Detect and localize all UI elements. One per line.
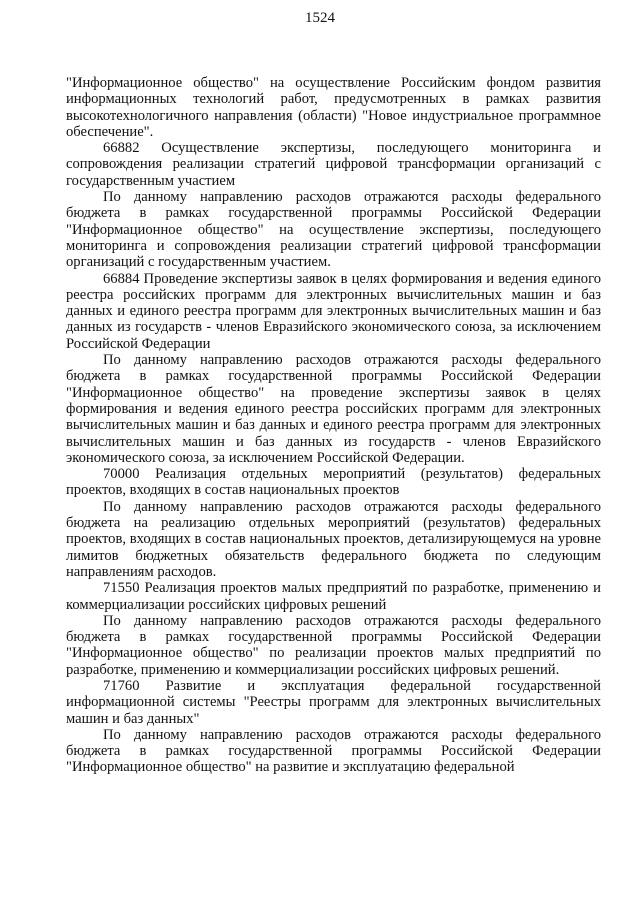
paragraph-66884-description: По данному направлению расходов отражаются расходы федерального бюджета в рамках государственной программы Российской Федерации "Информационное общество" на проведение экспертизы заявок в целях формирования и ведения единого реестра российских программ для электронных вычислительных машин и баз данных и единого реестра программ для электронных вычислительных машин и баз данных из государств - членов Евразийского экономического союза, за исключением Российской Федерации. <box>66 352 601 466</box>
code-heading-66882: 66882 Осуществление экспертизы, последующего мониторинга и сопровождения реализации стратегий цифровой трансформации организаций с государственным участием <box>66 140 601 189</box>
paragraph-continuation: "Информационное общество" на осуществление Российским фондом развития информационных технологий работ, предусмотренных в рамках развития высокотехнологичного направления (области) "Новое индустриальное программное обеспечение". <box>66 75 601 140</box>
code-heading-71760: 71760 Развитие и эксплуатация федеральной государственной информационной системы "Реестры программ для электронных вычислительных машин и баз данных" <box>66 677 601 727</box>
paragraph-71760-description: По данному направлению расходов отражаются расходы федерального бюджета в рамках государственной программы Российской Федерации "Информационное общество" на развитие и эксплуатацию федеральной <box>66 726 601 776</box>
code-heading-70000: 70000 Реализация отдельных мероприятий (результатов) федеральных проектов, входящих в состав национальных проектов <box>66 466 601 499</box>
paragraph-66882-description: По данному направлению расходов отражаются расходы федерального бюджета в рамках государственной программы Российской Федерации "Информационное общество" на осуществление экспертизы, последующего мониторинга и сопровождения реализации стратегий цифровой трансформации организаций с государственным участием. <box>66 189 601 271</box>
paragraph-70000-description: По данному направлению расходов отражаются расходы федерального бюджета на реализацию отдельных мероприятий (результатов) федеральных проектов, входящих в состав национальных проектов, детализирующемуся на уровне лимитов бюджетных обязательств федерального бюджета по следующим направлениям расходов. <box>66 498 601 580</box>
paragraph-71550-description: По данному направлению расходов отражаются расходы федерального бюджета в рамках государственной программы Российской Федерации "Информационное общество" по реализации проектов малых предприятий по разработке, применению и коммерциализации российских цифровых решений. <box>66 612 601 678</box>
code-heading-71550: 71550 Реализация проектов малых предприятий по разработке, применению и коммерциализации российских цифровых решений <box>66 580 601 613</box>
document-body <box>66 75 601 776</box>
code-heading-66884: 66884 Проведение экспертизы заявок в целях формирования и ведения единого реестра российских программ для электронных вычислительных машин и баз данных и единого реестра программ для электронных вычислительных машин и баз данных из государств - членов Евразийского экономического союза, за исключением Российской Федерации <box>66 270 601 352</box>
page-number: 1524 <box>305 10 335 26</box>
